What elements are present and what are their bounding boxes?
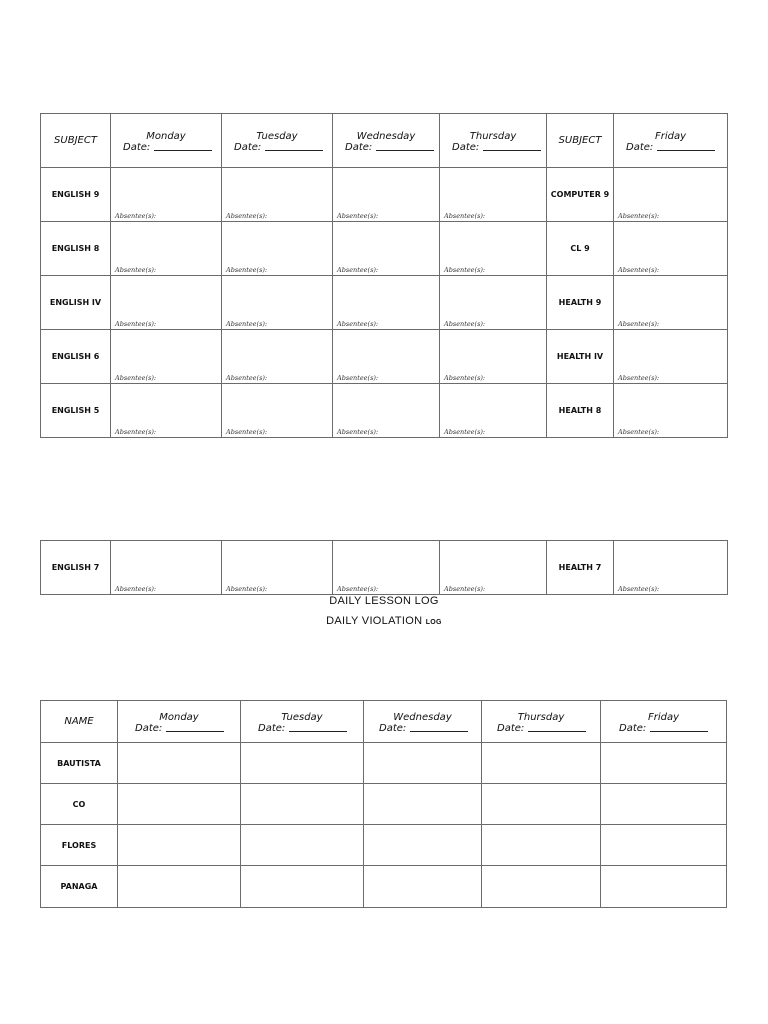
absentee-label: Absentee(s):: [444, 374, 486, 382]
friday-cell[interactable]: [601, 743, 727, 784]
monday-header: Monday Date:: [111, 114, 222, 168]
absentee-label: Absentee(s):: [444, 585, 486, 593]
absentee-label: Absentee(s):: [444, 428, 486, 436]
thursday-cell[interactable]: [482, 825, 601, 866]
wednesday-cell[interactable]: [333, 276, 440, 330]
friday-cell[interactable]: [614, 168, 728, 222]
table-row: [41, 222, 728, 276]
absentee-label: Absentee(s):: [115, 320, 157, 328]
thursday-cell[interactable]: [440, 168, 547, 222]
subject-left: ENGLISH 8: [41, 222, 111, 276]
absentee-label: Absentee(s):: [618, 266, 660, 274]
thursday-cell[interactable]: [440, 384, 547, 438]
tuesday-cell[interactable]: [222, 330, 333, 384]
table-row: [41, 168, 728, 222]
absentee-label: Absentee(s):: [618, 374, 660, 382]
friday-cell[interactable]: [614, 384, 728, 438]
absentee-label: Absentee(s):: [337, 320, 379, 328]
wednesday-header: Wednesday Date:: [333, 114, 440, 168]
wednesday-cell[interactable]: [333, 384, 440, 438]
subject-right: HEALTH IV: [547, 330, 614, 384]
monday-cell[interactable]: [111, 222, 222, 276]
extra-lesson-table: [40, 540, 728, 595]
friday-cell[interactable]: [601, 866, 727, 908]
monday-header: Monday Date:: [118, 701, 241, 743]
monday-cell[interactable]: [118, 784, 241, 825]
absentee-label: Absentee(s):: [226, 266, 268, 274]
subject-header-left: SUBJECT: [41, 114, 111, 168]
student-name: BAUTISTA: [41, 743, 118, 784]
lesson-header-row: [41, 114, 728, 168]
absentee-label: Absentee(s):: [337, 585, 379, 593]
monday-cell[interactable]: [111, 168, 222, 222]
friday-cell[interactable]: [614, 222, 728, 276]
table-row: [41, 330, 728, 384]
absentee-label: Absentee(s):: [444, 212, 486, 220]
thursday-cell[interactable]: [440, 222, 547, 276]
absentee-label: Absentee(s):: [618, 212, 660, 220]
absentee-label: Absentee(s):: [337, 428, 379, 436]
subject-right: HEALTH 7: [547, 541, 614, 595]
friday-cell[interactable]: [614, 541, 728, 595]
wednesday-cell[interactable]: [333, 330, 440, 384]
wednesday-cell[interactable]: [364, 866, 482, 908]
table-row: [41, 825, 727, 866]
absentee-label: Absentee(s):: [444, 320, 486, 328]
name-header: NAME: [41, 701, 118, 743]
absentee-label: Absentee(s):: [226, 374, 268, 382]
absentee-label: Absentee(s):: [618, 428, 660, 436]
subject-left: ENGLISH 7: [41, 541, 111, 595]
tuesday-cell[interactable]: [241, 825, 364, 866]
violation-header-row: [41, 701, 727, 743]
tuesday-header: Tuesday Date:: [222, 114, 333, 168]
table-row: [41, 784, 727, 825]
subject-left: ENGLISH 9: [41, 168, 111, 222]
absentee-label: Absentee(s):: [337, 212, 379, 220]
thursday-cell[interactable]: [482, 743, 601, 784]
absentee-label: Absentee(s):: [115, 585, 157, 593]
tuesday-cell[interactable]: [241, 743, 364, 784]
table-row: [41, 541, 728, 595]
tuesday-header: Tuesday Date:: [241, 701, 364, 743]
absentee-label: Absentee(s):: [618, 585, 660, 593]
absentee-label: Absentee(s):: [444, 266, 486, 274]
table-row: [41, 384, 728, 438]
daily-violation-log-title: DAILY VIOLATION LOG: [326, 615, 442, 627]
thursday-cell[interactable]: [482, 784, 601, 825]
tuesday-cell[interactable]: [222, 384, 333, 438]
monday-cell[interactable]: [111, 330, 222, 384]
friday-cell[interactable]: [614, 276, 728, 330]
tuesday-cell[interactable]: [241, 784, 364, 825]
subject-left: ENGLISH IV: [41, 276, 111, 330]
thursday-cell[interactable]: [440, 541, 547, 595]
wednesday-cell[interactable]: [333, 168, 440, 222]
wednesday-cell[interactable]: [364, 825, 482, 866]
subject-right: COMPUTER 9: [547, 168, 614, 222]
tuesday-cell[interactable]: [222, 168, 333, 222]
absentee-label: Absentee(s):: [226, 212, 268, 220]
thursday-header: Thursday Date:: [440, 114, 547, 168]
wednesday-cell[interactable]: [333, 222, 440, 276]
subject-right: HEALTH 8: [547, 384, 614, 438]
wednesday-cell[interactable]: [364, 784, 482, 825]
monday-cell[interactable]: [111, 541, 222, 595]
student-name: CO: [41, 784, 118, 825]
daily-lesson-log-title: DAILY LESSON LOG: [329, 595, 439, 607]
absentee-label: Absentee(s):: [337, 266, 379, 274]
monday-cell[interactable]: [118, 825, 241, 866]
monday-cell[interactable]: [111, 384, 222, 438]
student-name: FLORES: [41, 825, 118, 866]
wednesday-header: Wednesday Date:: [364, 701, 482, 743]
lesson-log-table: [40, 113, 728, 438]
tuesday-cell[interactable]: [222, 541, 333, 595]
wednesday-cell[interactable]: [333, 541, 440, 595]
subject-left: ENGLISH 5: [41, 384, 111, 438]
monday-cell[interactable]: [118, 866, 241, 908]
violation-log-table: [40, 700, 727, 908]
subject-right: HEALTH 9: [547, 276, 614, 330]
friday-cell[interactable]: [601, 825, 727, 866]
subject-left: ENGLISH 6: [41, 330, 111, 384]
absentee-label: Absentee(s):: [226, 585, 268, 593]
friday-header: Friday Date:: [601, 701, 727, 743]
subject-right: CL 9: [547, 222, 614, 276]
absentee-label: Absentee(s):: [226, 320, 268, 328]
table-row: [41, 743, 727, 784]
absentee-label: Absentee(s):: [226, 428, 268, 436]
friday-cell[interactable]: [601, 784, 727, 825]
friday-cell[interactable]: [614, 330, 728, 384]
thursday-cell[interactable]: [440, 276, 547, 330]
absentee-label: Absentee(s):: [618, 320, 660, 328]
friday-header: Friday Date:: [614, 114, 728, 168]
monday-cell[interactable]: [118, 743, 241, 784]
absentee-label: Absentee(s):: [337, 374, 379, 382]
absentee-label: Absentee(s):: [115, 266, 157, 274]
subject-header-right: SUBJECT: [547, 114, 614, 168]
thursday-cell[interactable]: [440, 330, 547, 384]
thursday-cell[interactable]: [482, 866, 601, 908]
table-row: [41, 866, 727, 908]
student-name: PANAGA: [41, 866, 118, 908]
table-row: [41, 276, 728, 330]
thursday-header: Thursday Date:: [482, 701, 601, 743]
tuesday-cell[interactable]: [222, 222, 333, 276]
absentee-label: Absentee(s):: [115, 374, 157, 382]
wednesday-cell[interactable]: [364, 743, 482, 784]
absentee-label: Absentee(s):: [115, 212, 157, 220]
monday-cell[interactable]: [111, 276, 222, 330]
tuesday-cell[interactable]: [241, 866, 364, 908]
tuesday-cell[interactable]: [222, 276, 333, 330]
absentee-label: Absentee(s):: [115, 428, 157, 436]
